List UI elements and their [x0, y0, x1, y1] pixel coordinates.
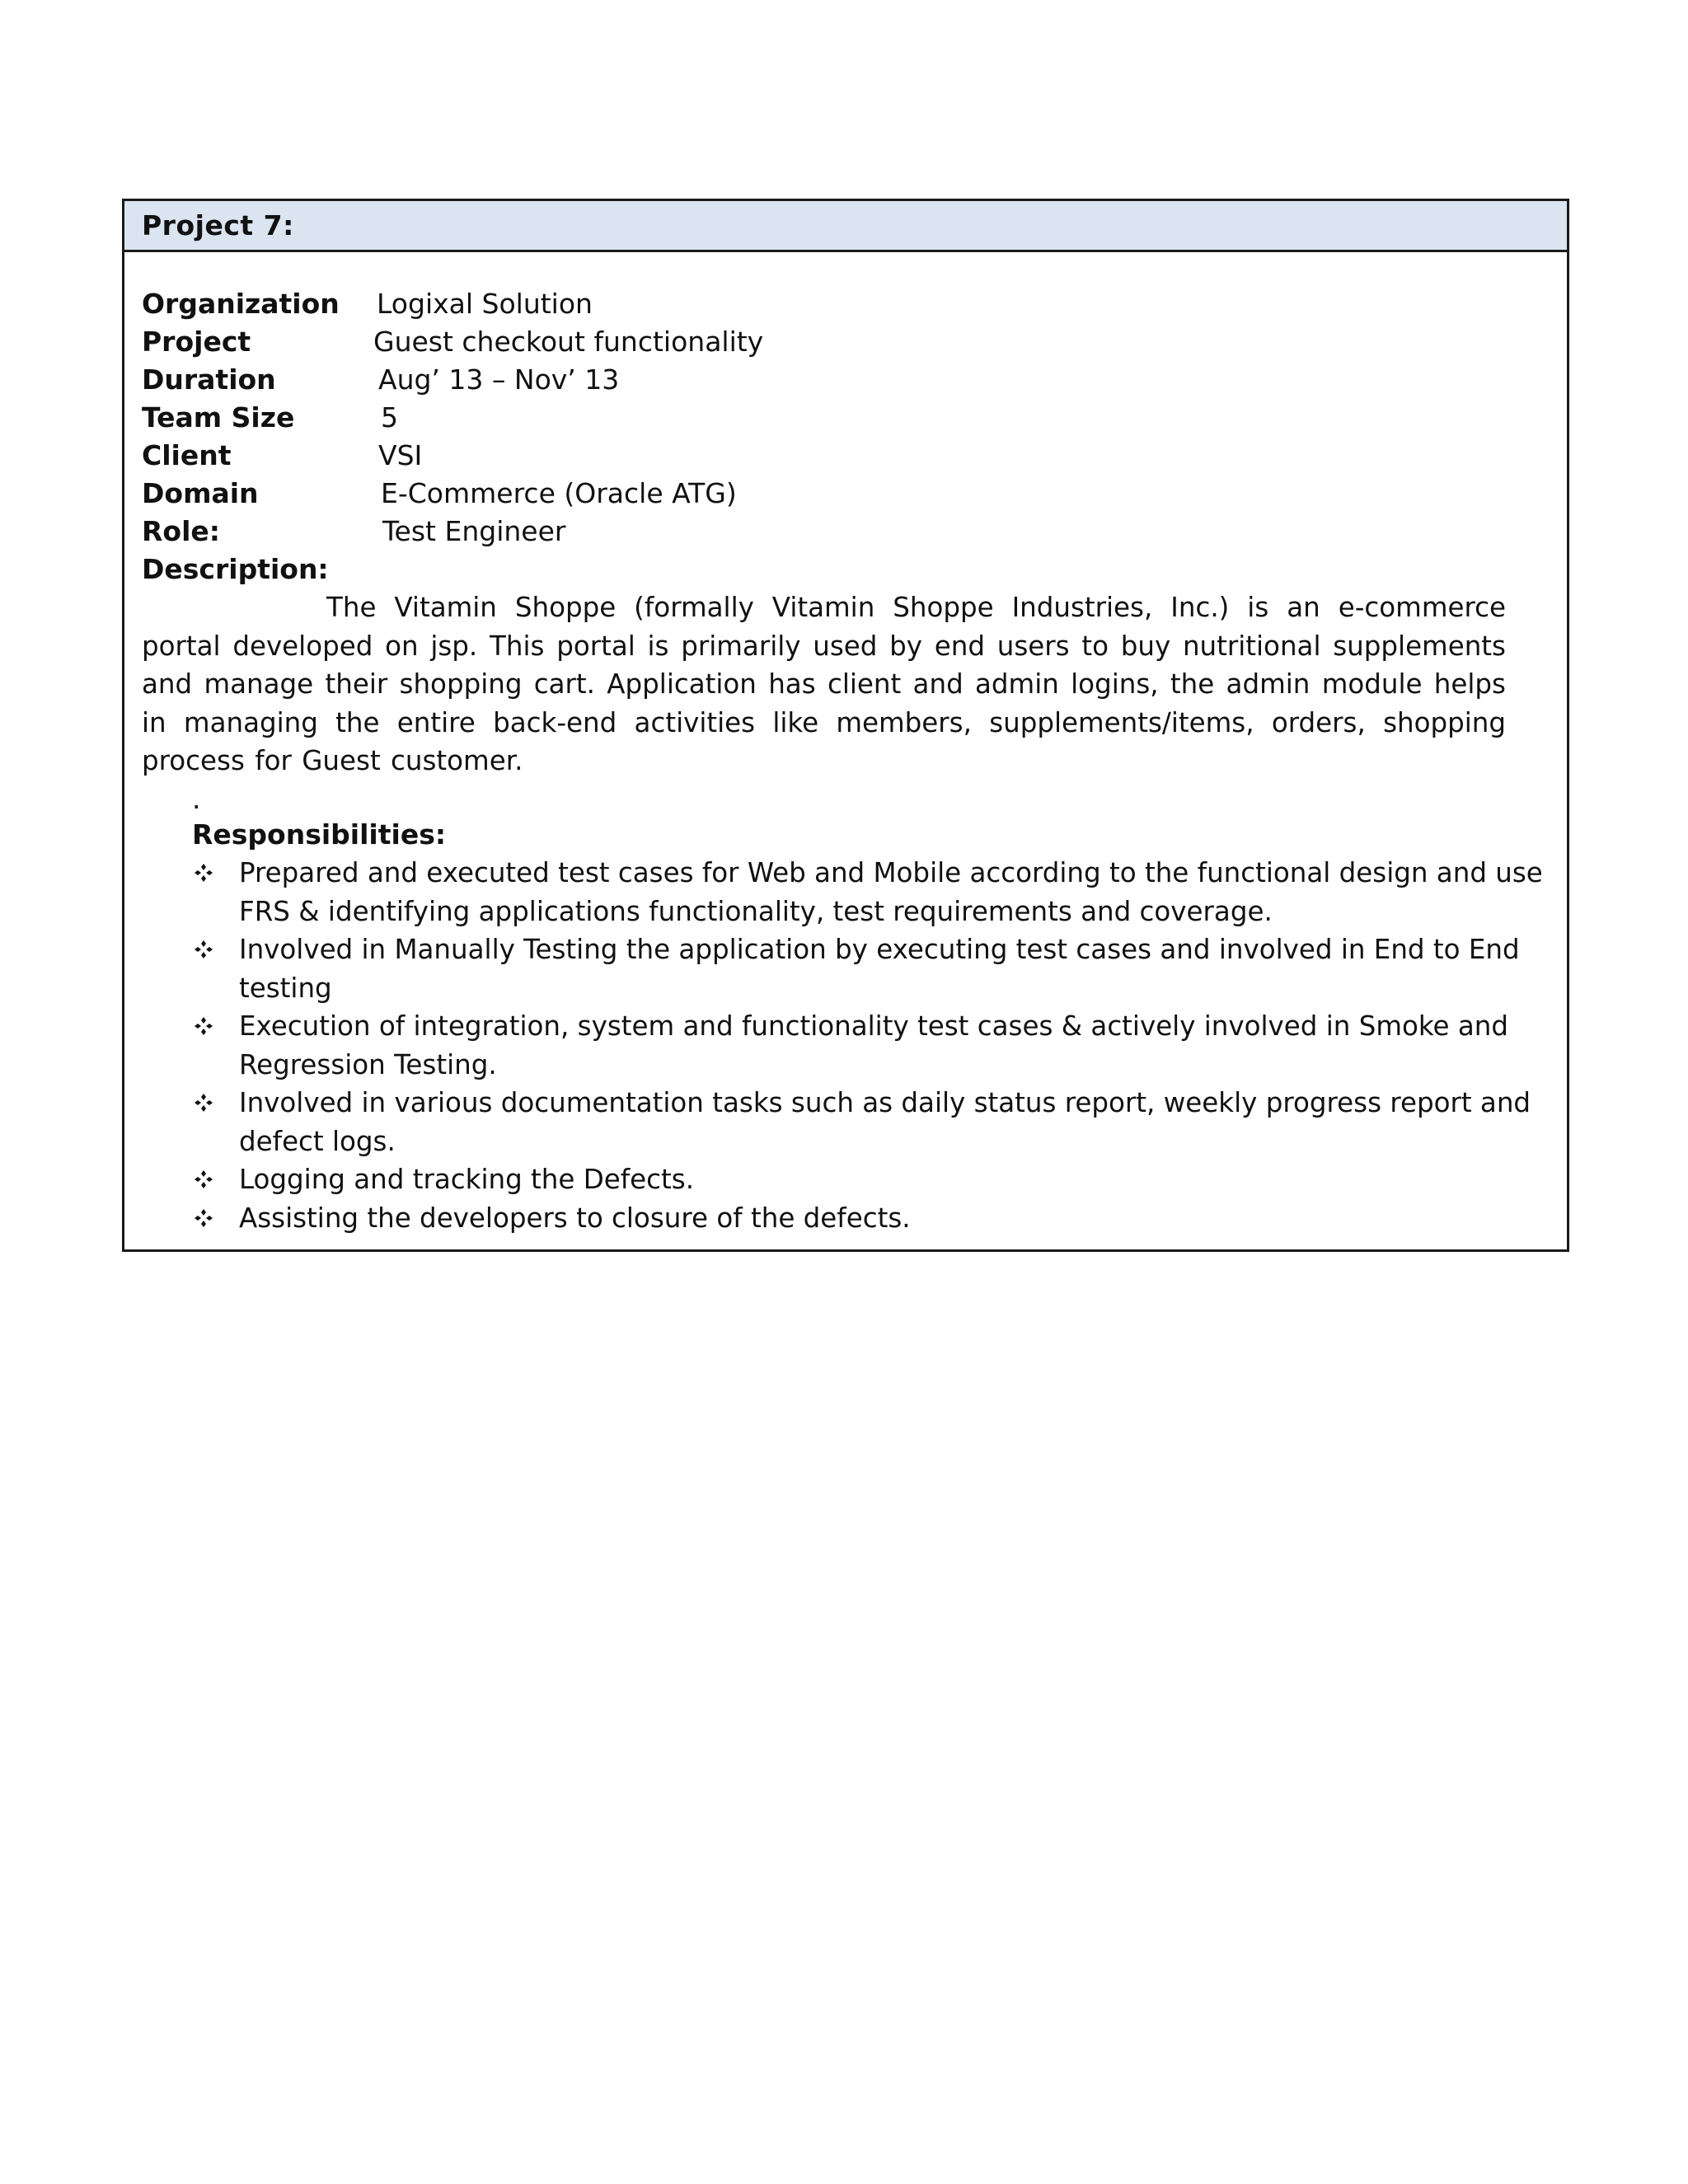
list-item-text: Involved in Manually Testing the application by executing test cases and involved in End to End testing — [239, 934, 1520, 1004]
four-diamond-bullet-icon — [192, 930, 215, 968]
list-item-text: Assisting the developers to closure of the defects. — [239, 1202, 911, 1234]
description-text: The Vitamin Shoppe (formally Vitamin Shoppe Industries, Inc.) is an e-commerce portal developed on jsp. This portal is primarily used by end users to buy nutritional supplements and manage their shopping cart. Application has client and admin logins, the admin module helps in managing the entire back-end activities like members, supplements/items, orders, shopping process for Guest customer. — [142, 592, 1506, 776]
list-item — [192, 1007, 1544, 1084]
info-value: 5 — [381, 401, 398, 434]
info-value: Guest checkout functionality — [373, 326, 764, 358]
separator-dot: . — [192, 783, 201, 815]
four-diamond-bullet-icon — [192, 854, 215, 892]
project-header — [124, 201, 1567, 252]
info-value: Aug’ 13 – Nov’ 13 — [378, 363, 620, 396]
four-diamond-bullet-icon — [192, 1084, 215, 1122]
info-label: Client — [142, 439, 232, 471]
info-value: Logixal Solution — [377, 288, 593, 320]
four-diamond-bullet-icon — [192, 1007, 215, 1045]
list-item — [192, 930, 1544, 1007]
info-label: Domain — [142, 477, 259, 509]
list-item-text: Involved in various documentation tasks such as daily status report, weekly progress report and defect logs. — [239, 1087, 1531, 1157]
project-box — [122, 199, 1569, 1252]
info-label: Project — [142, 326, 251, 358]
list-item — [192, 1199, 1544, 1238]
info-label: Organization — [142, 288, 340, 320]
list-item — [192, 1084, 1544, 1160]
responsibilities-list — [192, 854, 1544, 1237]
info-label: Duration — [142, 363, 276, 396]
list-item-text: Logging and tracking the Defects. — [239, 1164, 695, 1195]
four-diamond-bullet-icon — [192, 1199, 215, 1237]
four-diamond-bullet-icon — [192, 1160, 215, 1198]
info-value: Test Engineer — [382, 515, 566, 547]
info-label: Team Size — [142, 401, 295, 434]
project-title: Project 7: — [142, 209, 294, 241]
info-value: E-Commerce (Oracle ATG) — [381, 477, 737, 509]
info-label: Role: — [142, 515, 220, 547]
description-heading: Description: — [142, 553, 329, 585]
list-item — [192, 854, 1544, 930]
list-item-text: Execution of integration, system and functionality test cases & actively involved in Smoke and Regression Testing. — [239, 1010, 1509, 1080]
list-item — [192, 1160, 1544, 1199]
info-value: VSI — [378, 439, 423, 471]
list-item-text: Prepared and executed test cases for Web and Mobile according to the functional design and use FRS & identifying applications functionality, test requirements and coverage. — [239, 857, 1543, 927]
responsibilities-heading: Responsibilities: — [192, 818, 447, 851]
